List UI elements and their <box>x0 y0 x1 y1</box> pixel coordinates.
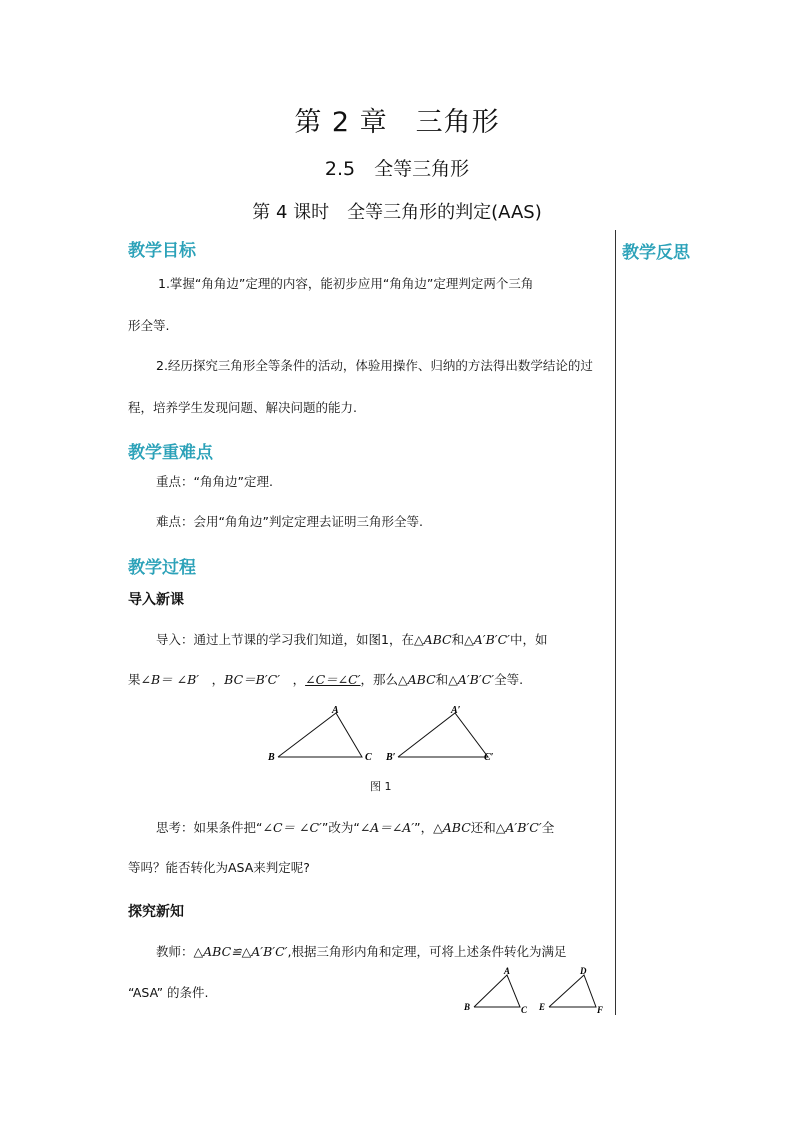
label-a: A <box>332 705 339 716</box>
chapter-title: 第 2 章 三角形 <box>294 107 500 138</box>
think-text-c: ”， <box>414 820 434 835</box>
triangle-abc-3: △ABC <box>433 820 471 835</box>
triangle-abc-prime-3: △A′B′C′ <box>495 820 542 835</box>
explore-subheading: 探究新知 <box>128 904 184 920</box>
objective-2-line1: 2.经历探究三角形全等条件的活动，体验用操作、归纳的方法得出数学结论的过 <box>156 358 593 373</box>
think-condition-old: ∠C＝ ∠C′ <box>262 820 322 835</box>
objectives-heading: 教学目标 <box>128 241 196 261</box>
label2-c: C <box>521 1005 528 1015</box>
lesson-title: 第 4 课时 全等三角形的判定(AAS) <box>252 202 542 223</box>
triangle-abc: △ABC <box>413 632 452 647</box>
intro-text-b: 中，如 <box>510 632 548 647</box>
section-title: 2.5 全等三角形 <box>324 158 470 180</box>
label-c-prime: C′ <box>484 752 494 763</box>
think-text-e: 全 <box>541 820 555 835</box>
process-heading: 教学过程 <box>128 558 196 578</box>
column-divider <box>615 230 616 1015</box>
intro-then-text: ，那么 <box>360 672 399 687</box>
teacher-text-a: 教师： <box>156 944 194 959</box>
objective-1-line1: 1.掌握“角角边”定理的内容，能初步应用“角角边”定理判定两个三角 <box>158 276 534 291</box>
condition-angle-c: ∠C＝∠C′ <box>305 672 361 687</box>
intro-if-text: 果 <box>128 672 141 687</box>
triangle-abc-shape <box>278 713 362 757</box>
label2-e: E <box>539 1002 546 1012</box>
condition-angle-b: ∠B＝ ∠B′ <box>140 672 200 687</box>
think-condition-new: ∠A＝∠A′ <box>359 820 415 835</box>
figure-1-triangles <box>260 700 500 770</box>
think-line2: 等吗？能否转化为ASA来判定呢? <box>128 860 310 875</box>
triangle-abc-prime-2: △A′B′C′ <box>448 672 495 687</box>
triangle-abc-2: △ABC <box>398 672 436 687</box>
triangle-def-small <box>549 975 596 1007</box>
congruent-text: 全等. <box>494 672 524 687</box>
condition-side-bc: BC＝B′C′ <box>224 672 281 687</box>
figure-2-triangles <box>460 962 610 1016</box>
and-text: 和 <box>451 632 465 647</box>
teacher-line1 <box>156 942 616 962</box>
think-text-a: 思考：如果条件把“ <box>156 820 263 835</box>
intro-line2: 果∠B＝ ∠B′ ，BC＝B′C′ ，∠C＝∠C′，那么△ABC和△A′B′C′全等. <box>128 672 524 687</box>
objective-1-line2: 形全等. <box>128 318 170 333</box>
reflection-heading: 教学反思 <box>622 243 690 263</box>
intro-subheading: 导入新课 <box>128 592 184 608</box>
triangle-abc-small <box>474 975 520 1007</box>
think-text-b: ”改为“ <box>321 820 360 835</box>
figure-1-caption: 图 1 <box>370 780 392 793</box>
key-point-text: 重点：“角角边”定理. <box>156 474 273 489</box>
label-b: B <box>268 752 275 763</box>
key-points-heading: 教学重难点 <box>128 443 213 463</box>
objective-2-line2: 程，培养学生发现问题、解决问题的能力. <box>128 400 357 415</box>
congruence-relation: △ABC≌△A′B′C′ <box>193 944 288 959</box>
triangle-abc-prime-shape <box>398 713 488 757</box>
label2-f: F <box>597 1005 604 1015</box>
triangle-abc-prime: △A′B′C′ <box>464 632 511 647</box>
label2-d: D <box>580 966 587 976</box>
think-line1 <box>156 818 616 838</box>
intro-line1 <box>156 630 616 650</box>
label-c: C <box>365 752 372 763</box>
label2-b: B <box>464 1002 471 1012</box>
teacher-line2: “ASA” 的条件. <box>128 985 209 1000</box>
label-a-prime: A′ <box>451 705 461 716</box>
teacher-text-b: ,根据三角形内角和定理，可将上述条件转化为满足 <box>287 944 567 959</box>
difficulty-text: 难点：会用“角角边”判定定理去证明三角形全等. <box>156 514 423 529</box>
label-b-prime: B′ <box>386 752 396 763</box>
and-text-2: 和 <box>435 672 449 687</box>
label2-a: A <box>504 966 511 976</box>
think-text-d: 还和 <box>470 820 496 835</box>
intro-text-a: 导入：通过上节课的学习我们知道，如图1，在 <box>156 632 414 647</box>
